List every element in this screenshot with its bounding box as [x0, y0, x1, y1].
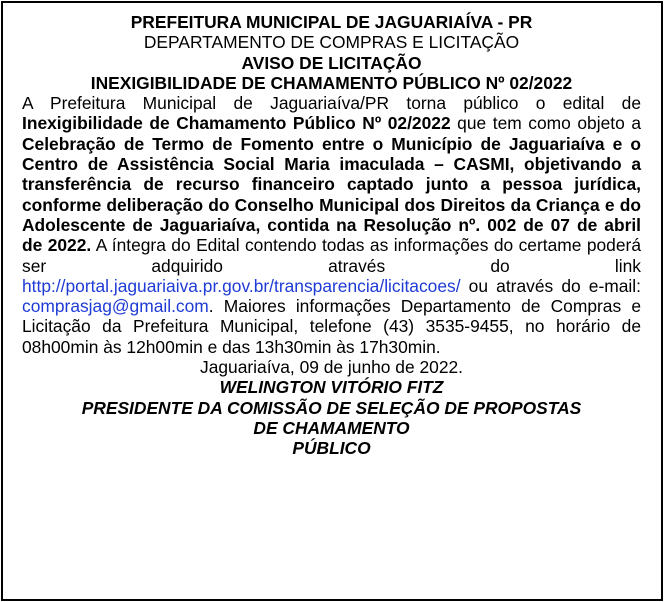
notice-content — [22, 12, 641, 459]
signer-role-line-2: DE CHAMAMENTO — [253, 417, 410, 438]
header-procedure: INEXIGIBILIDADE DE CHAMAMENTO PÚBLICO Nº 02/2022 — [90, 72, 573, 93]
notice-body — [22, 93, 641, 357]
body-info: . Maiores informações Departamento de Compras e Licitação da Prefeitura Municipal, telefone (43) 3535-9455, no horário de 08h00min às 12h00min e das 13h30min às 17h30min. — [22, 296, 641, 357]
place-date: Jaguariaíva, 09 de junho de 2022. — [200, 357, 463, 378]
body-intro: A Prefeitura Municipal de Jaguariaíva/PR torna público o edital de — [22, 93, 641, 114]
body-edital-text: A íntegra do Edital contendo todas as informações do certame poderá ser adquirido através do link — [22, 235, 641, 276]
body-object: Celebração de Termo de Fomento entre o Município de Jaguariaíva e o Centro de Assistência Social Maria imaculada – CASMI, objetivando a transferência de recurso financeiro captado junto a pessoa jurídica, conforme deliberação do Conselho Municipal dos Direitos da Criança e do Adolescente de Jaguariaíva, contida na Resolução nº. 002 de 07 de abril de 2022. — [22, 133, 641, 256]
body-object-lead: que tem como objeto a — [450, 113, 642, 134]
signer-role-line-3: PÚBLICO — [292, 438, 371, 459]
edital-link[interactable]: http://portal.jaguariaiva.pr.gov.br/transparencia/licitacoes/ — [22, 275, 461, 296]
header-notice-type: AVISO DE LICITAÇÃO — [241, 52, 422, 73]
header-title: PREFEITURA MUNICIPAL DE JAGUARIAÍVA - PR — [130, 12, 533, 32]
header-department: DEPARTAMENTO DE COMPRAS E LICITAÇÃO — [143, 32, 520, 53]
email-link[interactable]: comprasjag@gmail.com — [22, 296, 209, 317]
body-email-lead: ou através do e-mail: — [460, 275, 641, 296]
body-procedure: Inexigibilidade de Chamamento Público Nº 02/2022 — [22, 113, 451, 134]
signer-role-line-1: PRESIDENTE DA COMISSÃO DE SELEÇÃO DE PROPOSTAS — [81, 397, 582, 418]
signer-name: WELINGTON VITÓRIO FITZ — [219, 377, 444, 398]
